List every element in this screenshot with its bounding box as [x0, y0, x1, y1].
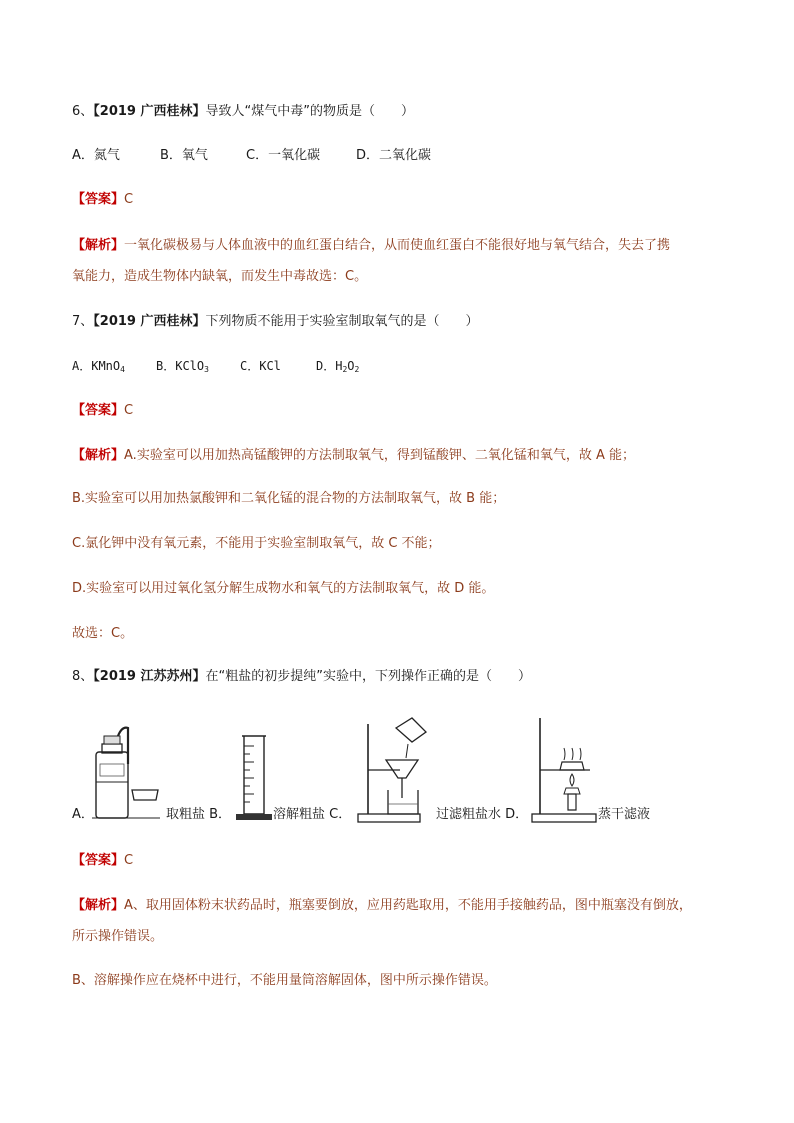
q6-source: 【2019 广西桂林】: [93, 104, 206, 119]
q8-analysis-label: 【解析】: [72, 898, 125, 913]
q7-stem-line: [72, 312, 479, 332]
q7-option-c: C．KCl: [240, 359, 281, 373]
q7-stem: 下列物质不能用于实验室制取氧气的是（ ）: [205, 314, 479, 329]
figure-b-cylinder: [234, 732, 274, 824]
q6-analysis-line-2: 氧能力，造成生物体内缺氧，而发生中毒故选：C。: [72, 269, 368, 284]
q7-analysis-line-a: [72, 446, 635, 466]
q8-number: 8、: [72, 669, 94, 684]
q7-option-b: B．KClO$_3$: [156, 359, 209, 374]
figure-a-take-salt: [88, 724, 164, 824]
q7-analysis-label: 【解析】: [72, 448, 125, 463]
q8-answer: [72, 851, 133, 871]
q6-option-c: C．一氧化碳: [246, 148, 321, 163]
q8-caption-c: 过滤粗盐水 D．: [436, 807, 529, 822]
figure-d-evaporation: [530, 714, 598, 826]
q7-conclusion: 故选：C。: [72, 626, 134, 641]
q6-analysis-line-1: [72, 236, 670, 256]
q7-answer-value: C: [124, 403, 134, 418]
q6-analysis-label: 【解析】: [72, 238, 125, 253]
q6-answer: [72, 190, 133, 210]
q7-analysis-line-d: D.实验室可以用过氧化氢分解生成物水和氧气的方法制取氧气，故 D 能。: [72, 581, 495, 596]
q8-option-a: A．: [72, 807, 94, 822]
q8-caption-d: 蒸干滤液: [598, 807, 651, 822]
q6-options: [72, 146, 431, 166]
q7-option-d: D．$H_2O_2$: [316, 359, 360, 374]
q8-analysis-line-b: B、溶解操作应在烧杯中进行，不能用量筒溶解固体，图中所示操作错误。: [72, 973, 497, 988]
q7-number: 7、: [72, 314, 94, 329]
q6-answer-value: C: [124, 192, 134, 207]
q7-analysis-line-c: C.氯化钾中没有氧元素，不能用于实验室制取氧气，故 C 不能；: [72, 536, 441, 551]
q8-caption-b: 溶解粗盐 C．: [273, 807, 352, 822]
q6-option-a: A．氮气: [72, 148, 120, 163]
q6-answer-label: 【答案】: [72, 192, 125, 207]
q6-stem: 导致人“煤气中毒”的物质是（ ）: [205, 104, 414, 119]
q6-number: 6、: [72, 104, 94, 119]
q8-analysis-line-a1: [72, 896, 692, 916]
q8-answer-label: 【答案】: [72, 853, 125, 868]
q8-answer-value: C: [124, 853, 134, 868]
q7-options: [72, 356, 359, 376]
q7-analysis-text-a: A.实验室可以用加热高锰酸钾的方法制取氧气，得到锰酸钾、二氧化锰和氧气，故 A 能；: [124, 448, 635, 463]
q8-analysis-line-a2: 所示操作错误。: [72, 929, 164, 944]
q6-option-d: D．二氧化碳: [356, 148, 432, 163]
q8-stem: 在“粗盐的初步提纯”实验中，下列操作正确的是（ ）: [205, 669, 531, 684]
q8-stem-line: [72, 667, 531, 687]
q7-analysis-line-b: B.实验室可以用加热氯酸钾和二氧化锰的混合物的方法制取氧气，故 B 能；: [72, 491, 506, 506]
q6-option-b: B．氧气: [160, 148, 208, 163]
q7-option-a: A．KMnO$_4$: [72, 359, 125, 374]
q6-analysis-text-1: 一氧化碳极易与人体血液中的血红蛋白结合，从而使血红蛋白不能很好地与氧气结合，失去了携: [124, 238, 671, 253]
q8-source: 【2019 江苏苏州】: [93, 669, 206, 684]
q7-answer-label: 【答案】: [72, 403, 125, 418]
figure-c-filtration: [356, 714, 432, 826]
q8-caption-a: 取粗盐 B．: [166, 807, 232, 822]
q7-source: 【2019 广西桂林】: [93, 314, 206, 329]
q6-stem-line: [72, 102, 414, 122]
q7-answer: [72, 401, 133, 421]
q8-analysis-text-a1: A、取用固体粉末状药品时，瓶塞要倒放，应用药匙取用，不能用手接触药品，图中瓶塞没有倒放，: [124, 898, 692, 913]
